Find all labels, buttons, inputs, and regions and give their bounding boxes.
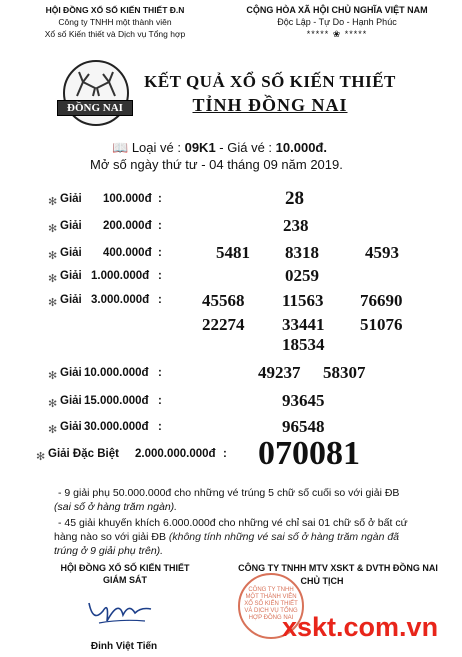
note-2b: hàng nào so với giải ĐB (54, 531, 166, 543)
supervisor-signature (85, 593, 155, 628)
prize-number: 8318 (285, 243, 319, 262)
ticket-info (112, 140, 327, 156)
prize-label: Giải (60, 247, 82, 259)
star-icon: ✻ (48, 250, 58, 262)
main-title: KẾT QUẢ XỔ SỐ KIẾN THIẾT (144, 72, 396, 91)
prize-number: 28 (285, 188, 304, 209)
star-icon: ✻ (36, 451, 46, 463)
header-left (10, 4, 220, 40)
header-right (218, 4, 456, 40)
prize-colon: : (158, 367, 162, 379)
ticket-type-value: 09K1 (184, 140, 216, 155)
prize-amount: 100.000đ (103, 193, 152, 205)
prize-number: 4593 (365, 243, 399, 262)
header-right-line1: CỘNG HÒA XÃ HỘI CHỦ NGHĨA VIỆT NAM (246, 5, 428, 15)
prize-colon: : (158, 193, 162, 205)
star-icon: ✻ (48, 223, 58, 235)
province-title: TỈNH ĐỒNG NAI (192, 95, 348, 115)
prize-number: 93645 (282, 391, 325, 410)
deer-icon (65, 62, 127, 102)
book-icon: 📖 (112, 140, 129, 155)
note-1b: (sai số ở hàng trăm ngàn). (54, 501, 178, 513)
prize-amount: 3.000.000đ (91, 294, 150, 306)
prize-number: 45568 (202, 291, 245, 310)
prize-amount: 2.000.000.000đ (135, 448, 216, 460)
prize-amount: 200.000đ (103, 220, 152, 232)
special-prize-number: 070081 (258, 435, 360, 472)
supervisor-name: Đinh Việt Tiến (90, 641, 158, 652)
logo-band-text: ĐỒNG NAI (57, 100, 133, 116)
note-2-line2 (54, 530, 399, 545)
prize-label: Giải Đặc Biệt (48, 448, 119, 460)
dong-nai-logo (63, 60, 129, 126)
prize-number: 76690 (360, 291, 403, 310)
prize-number: 11563 (282, 291, 324, 310)
star-icon: ✻ (48, 273, 58, 285)
watermark: xskt.com.vn (282, 612, 439, 642)
prize-label: Giải (60, 220, 82, 232)
prize-number: 33441 (282, 315, 325, 334)
star-icon: ✻ (48, 196, 58, 208)
ticket-price-label: - Giá vé : (219, 140, 273, 155)
prize-number: 5481 (216, 243, 250, 262)
header-left-line1: HỘI ĐỒNG XỔ SỐ KIẾN THIẾT Đ.N (45, 5, 185, 15)
header-right-line2: Độc Lập - Tự Do - Hạnh Phúc (277, 17, 397, 27)
prize-number: 96548 (282, 417, 325, 436)
note-1a: - 9 giải phụ 50.000.000đ cho những vé trúng 5 chữ số cuối so với giải ĐB (58, 487, 400, 499)
stamp-text: CÔNG TY TNHH MỘT THÀNH VIÊN XỔ SỐ KIẾN THIẾT VÀ DỊCH VỤ TỔNG HỢP ĐỒNG NAI (244, 587, 298, 621)
prize-colon: : (158, 247, 162, 259)
prize-number: 18534 (282, 335, 325, 354)
prize-colon: : (158, 294, 162, 306)
note-2c: (không tính những vé sai số ở hàng trăm ngàn đã (168, 531, 400, 543)
prize-number: 51076 (360, 315, 403, 334)
prize-amount: 30.000.000đ (84, 421, 149, 433)
header-left-line3: Xổ số Kiến thiết và Dịch vụ Tổng hợp (44, 29, 186, 39)
prize-amount: 10.000.000đ (84, 367, 149, 379)
prize-number: 0259 (285, 266, 319, 285)
header-right-line3: ***** ❀ ***** (306, 29, 368, 39)
star-icon: ✻ (48, 297, 58, 309)
supervisor-role: GIÁM SÁT (103, 575, 147, 585)
prize-number: 238 (283, 216, 309, 235)
prize-number: 22274 (202, 315, 245, 334)
prize-label: Giải (60, 270, 82, 282)
prize-colon: : (158, 220, 162, 232)
prize-colon: : (223, 448, 227, 460)
ticket-type-label: Loại vé : (131, 140, 181, 155)
prize-colon: : (158, 270, 162, 282)
prize-number: 49237 (258, 363, 301, 382)
header-left-line2: Công ty TNHH một thành viên (58, 17, 172, 27)
star-icon: ✻ (48, 424, 58, 436)
note-2d: trúng ở 9 giải phụ trên). (54, 545, 164, 557)
star-icon: ✻ (48, 370, 58, 382)
note-2a: - 45 giải khuyến khích 6.000.000đ cho những vé chỉ sai 01 chữ số ở bất cứ (58, 517, 408, 529)
prize-number: 58307 (323, 363, 366, 382)
prize-amount: 15.000.000đ (84, 395, 149, 407)
company-org: CÔNG TY TNHH MTV XSKT & DVTH ĐỒNG NAI (238, 563, 438, 573)
draw-date: Mở số ngày thứ tư - 04 tháng 09 năm 2019. (90, 157, 343, 172)
prize-label: Giải (60, 294, 82, 306)
prize-label: Giải (60, 193, 82, 205)
prize-label: Giải (60, 421, 82, 433)
prize-label: Giải (60, 367, 82, 379)
prize-colon: : (158, 421, 162, 433)
prize-colon: : (158, 395, 162, 407)
ticket-price-value: 10.000đ. (275, 140, 327, 155)
prize-amount: 400.000đ (103, 247, 152, 259)
company-role: CHỦ TỊCH (300, 576, 344, 586)
prize-amount: 1.000.000đ (91, 270, 150, 282)
supervisor-org: HỘI ĐỒNG XỔ SỐ KIẾN THIẾT (60, 563, 190, 573)
prize-label: Giải (60, 395, 82, 407)
star-icon: ✻ (48, 398, 58, 410)
